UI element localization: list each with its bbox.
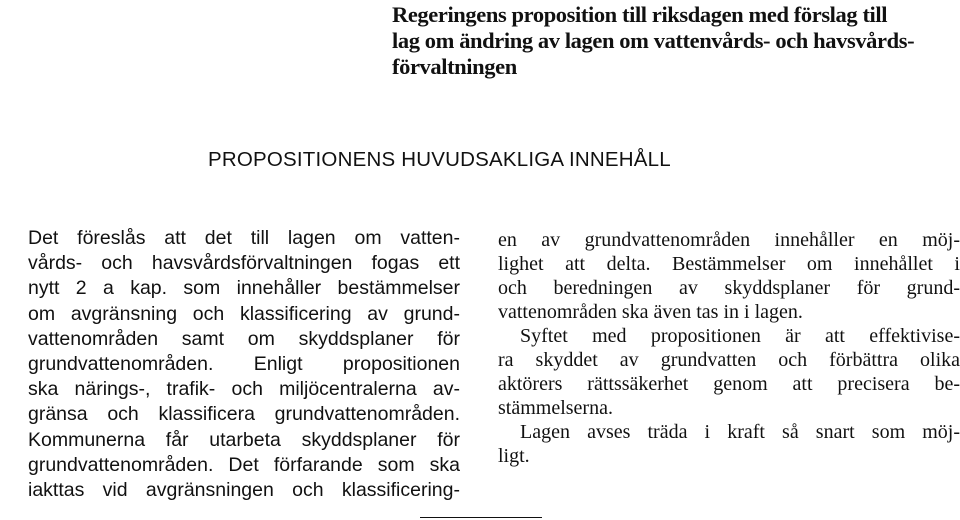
title-line: lag om ändring av lagen om vattenvårds- och havsvårds-	[392, 28, 915, 53]
text-line: stämmelserna.	[498, 397, 613, 419]
section-heading: PROPOSITIONENS HUVUDSAKLIGA INNEHÅLL	[208, 148, 671, 171]
text-line: ra skyddet av grundvatten och förbättra olika	[498, 349, 960, 371]
title-line: Regeringens proposition till riksdagen med förslag till	[392, 2, 888, 27]
title-line: förvaltningen	[392, 54, 517, 79]
text-line: nytt 2 a kap. som innehåller bestämmelser	[28, 277, 460, 300]
text-line: Lagen avses träda i kraft så snart som möj-	[520, 421, 960, 443]
text-line: gränsa och klassificera grundvattenområden.	[28, 403, 460, 426]
text-line: Syftet med propositionen är att effektivise-	[520, 325, 960, 347]
text-line: vårds- och havsvårdsförvaltningen fogas ett	[28, 252, 460, 275]
left-column	[28, 226, 460, 503]
text-line: grundvattenområden. Enligt propositionen	[28, 353, 460, 376]
text-line: Kommunerna får utarbeta skyddsplaner för	[28, 428, 460, 451]
text-line: grundvattenområden. Det förfarande som ska	[28, 453, 460, 476]
text-line: vattenområden samt om skyddsplaner för	[28, 327, 460, 350]
text-line: lighet att delta. Bestämmelser om innehållet i	[498, 253, 960, 275]
text-line: en av grundvattenområden innehåller en möj-	[498, 229, 960, 251]
text-line: vattenområden ska även tas in i lagen.	[498, 301, 803, 323]
text-line: ligt.	[498, 445, 530, 467]
text-line: ska närings-, trafik- och miljöcentralerna av-	[28, 378, 460, 401]
text-line: och beredningen av skyddsplaner för grund-	[498, 277, 960, 299]
text-line: Det föreslås att det till lagen om vatten-	[28, 227, 460, 249]
text-line: aktörers rättssäkerhet genom att precisera be-	[498, 373, 960, 395]
footer-rule	[420, 517, 542, 518]
text-line: om avgränsning och klassificering av grund-	[28, 302, 460, 325]
document-title	[392, 2, 960, 80]
text-line: iakttas vid avgränsningen och klassificering-	[28, 479, 460, 502]
right-column	[498, 228, 960, 468]
